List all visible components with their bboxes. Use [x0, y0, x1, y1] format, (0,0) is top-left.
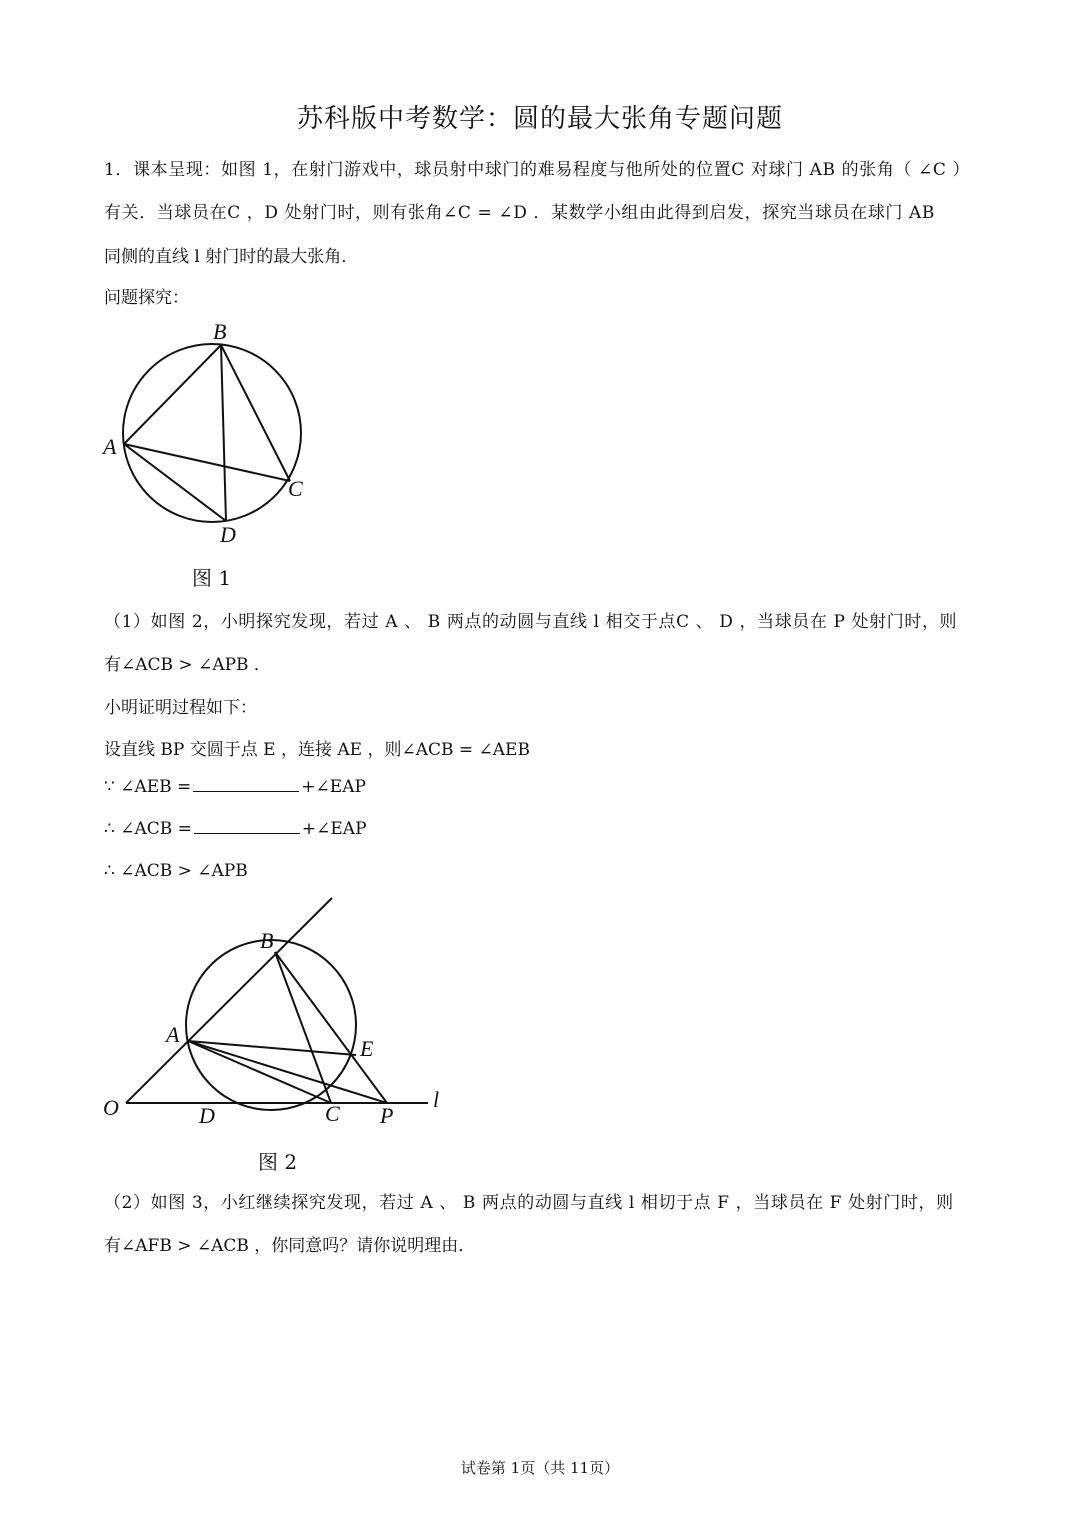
answer-blank-1[interactable] — [193, 777, 299, 792]
fig1-label-b: B — [213, 319, 227, 344]
fig2-label-a: A — [166, 1022, 180, 1047]
part1-line-1: （1）如图 2，小明探究发现，若过 A 、 B 两点的动圆与直线 l 相交于点C 、 D ，当球员在 P 处射门时，则 — [104, 612, 958, 632]
fig2-label-b: B — [260, 928, 274, 953]
fig1-label-d: D — [220, 522, 236, 547]
figure-1-caption: 图 1 — [192, 566, 232, 590]
proof-line-3 — [104, 819, 367, 839]
page-footer: 试卷第 1页（共 11页） — [460, 1459, 620, 1477]
fig2-segment-bc — [275, 952, 331, 1103]
answer-blank-2[interactable] — [194, 819, 300, 834]
fig1-circle — [123, 344, 301, 522]
proof-line-2-prefix: ∵ ∠AEB = — [104, 777, 192, 797]
figure-2-caption: 图 2 — [258, 1150, 298, 1174]
explore-heading: 问题探究： — [104, 288, 189, 308]
fig2-segment-ap — [188, 1041, 387, 1103]
fig2-label-e: E — [360, 1036, 374, 1061]
proof-heading: 小明证明过程如下： — [104, 698, 257, 718]
part2-line-2: 有∠AFB > ∠ACB ，你同意吗？请你说明理由． — [104, 1236, 476, 1256]
proof-line-2 — [104, 777, 366, 797]
fig1-segment-ab — [124, 345, 221, 444]
part1-line-2: 有∠ACB > ∠APB ． — [104, 655, 271, 675]
figure-1-diagram — [96, 318, 356, 558]
fig1-label-a: A — [103, 434, 117, 459]
problem-text-line-2: 有关．当球员在C ，D 处射门时，则有张角∠C = ∠D ．某数学小组由此得到启发，探究当球员在球门 AB — [104, 203, 935, 223]
proof-line-4: ∴ ∠ACB > ∠APB — [104, 861, 248, 881]
fig2-label-d: D — [199, 1103, 215, 1128]
fig2-label-c: C — [325, 1101, 340, 1126]
fig2-label-l: l — [433, 1087, 440, 1112]
fig2-ray-ob — [126, 898, 332, 1103]
problem-text-line-1: 1．课本呈现：如图 1，在射门游戏中，球员射中球门的难易程度与他所处的位置C 对球门 AB 的张角（ ∠C ） — [104, 160, 971, 180]
part2-line-1: （2）如图 3，小红继续探究发现，若过 A 、 B 两点的动圆与直线 l 相切于点 F ，当球员在 F 处射门时，则 — [104, 1193, 954, 1213]
proof-line-3-prefix: ∴ ∠ACB = — [104, 819, 192, 839]
fig1-segment-bd — [221, 345, 226, 521]
fig2-segment-bp — [275, 952, 387, 1103]
page-title: 苏科版中考数学：圆的最大张角专题问题 — [296, 104, 783, 134]
proof-line-2-suffix: +∠EAP — [301, 777, 366, 797]
problem-text-line-3: 同侧的直线 l 射门时的最大张角． — [104, 247, 359, 267]
proof-line-1: 设直线 BP 交圆于点 E ，连接 AE ，则∠ACB = ∠AEB — [104, 740, 530, 760]
fig1-label-c: C — [288, 476, 303, 501]
proof-line-3-suffix: +∠EAP — [301, 819, 367, 839]
fig1-segment-bc — [221, 345, 290, 481]
fig2-label-o: O — [103, 1095, 119, 1120]
fig2-label-p: P — [380, 1103, 394, 1128]
figure-2-diagram — [96, 894, 476, 1134]
